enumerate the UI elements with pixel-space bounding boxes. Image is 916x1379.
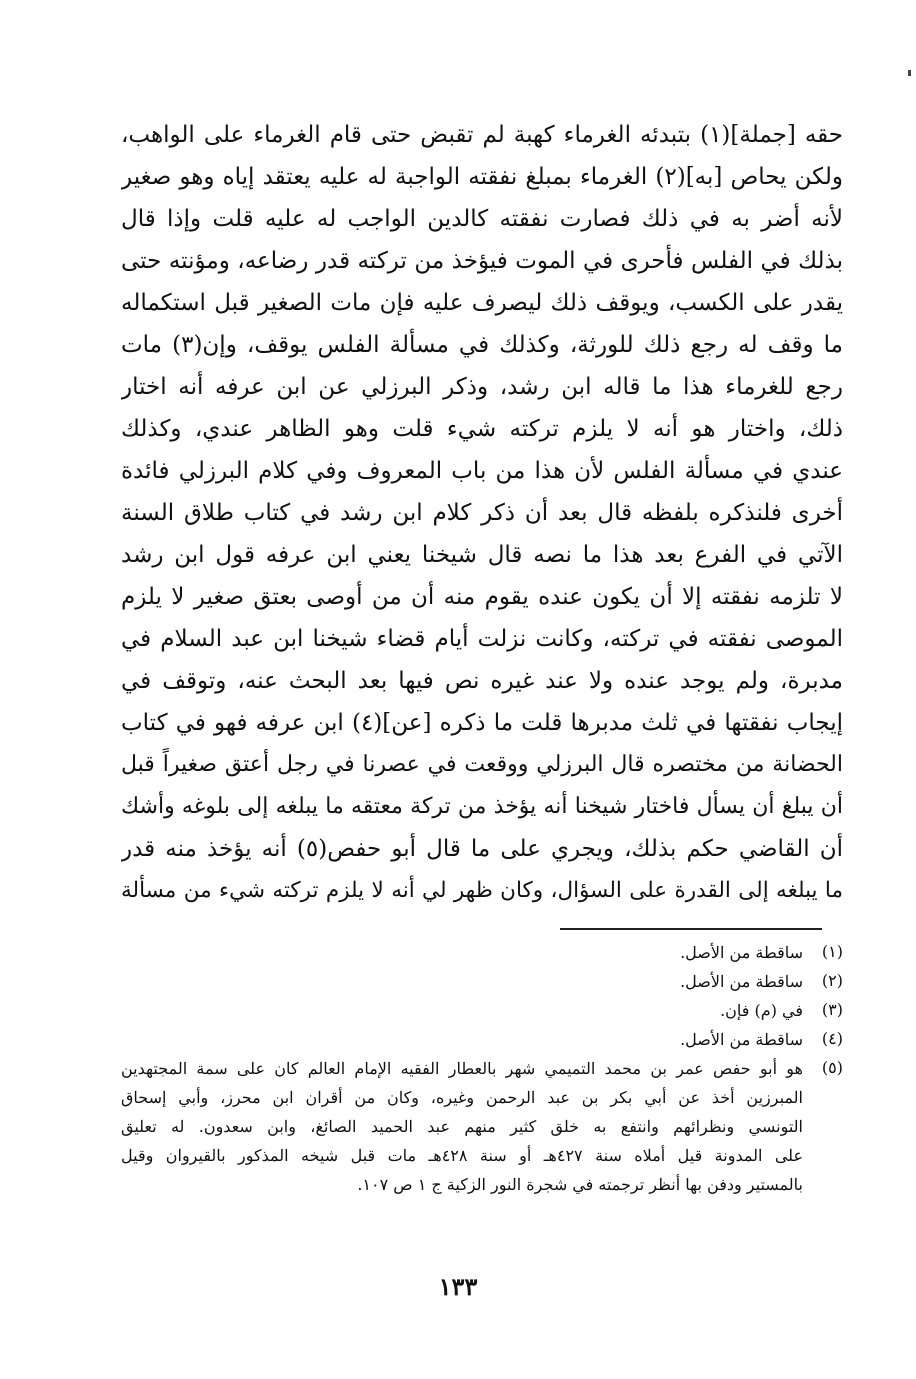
- footnote-separator: [560, 928, 822, 930]
- text-line-1: حقه [جملة](١) بتبدئه الغرماء كهبة لم تقبض حتى قام الغرماء على الواهب،: [121, 122, 843, 148]
- footnote-5: [121, 1054, 843, 1199]
- footnote-number: (١): [821, 942, 843, 961]
- text-line-15: إيجاب نفقتها في ثلث مدبرها قلت ما ذكره [عن](٤) ابن عرفه فهو في كتاب: [121, 710, 843, 736]
- footnote-number: (٢): [821, 971, 843, 990]
- footnote-2: [121, 967, 843, 996]
- main-text: [121, 114, 843, 912]
- footnote-text-line: هو أبو حفص عمر بن محمد التميمي شهر بالعطار الفقيه الإمام العالم كان على سمة المجتهدين: [121, 1059, 803, 1078]
- text-line-19: ما يبلغه إلى القدرة على السؤال، وكان ظهر لي أنه لا يلزم تركته شيء من مسألة: [121, 878, 843, 903]
- footnote-text: في (م) فإن.: [720, 1001, 803, 1020]
- text-line-11: الآتي في الفرع بعد هذا ما نصه قال شيخنا يعني ابن عرفه قول ابن رشد: [121, 542, 843, 568]
- footnote-number: (٤): [821, 1029, 843, 1048]
- footnote-text-line: على المدونة قيل أملاه سنة ٤٢٧هـ أو سنة ٤٢٨هـ مات قبل شيخه المذكور بالقيروان وقيل: [121, 1146, 803, 1165]
- text-line-10: أخرى فلنذكره بلفظه قال بعد أن ذكر كلام ابن رشد في كتاب طلاق السنة: [121, 500, 843, 526]
- text-line-5: يقدر على الكسب، ويوقف ذلك ليصرف عليه فإن مات الصغير قبل استكماله: [121, 290, 843, 316]
- footnote-text: ساقطة من الأصل.: [680, 972, 803, 991]
- text-line-6: ما وقف له رجع ذلك للورثة، وكذلك في مسألة الفلس يوقف، وإن(٣) مات: [121, 332, 843, 358]
- footnote-4: [121, 1025, 843, 1054]
- text-line-8: ذلك، واختار هو أنه لا يلزم تركته شيء قلت وهو الظاهر عندي، وكذلك: [121, 416, 843, 442]
- text-line-2: ولكن يحاص [به](٢) الغرماء بمبلغ نفقته الواجبة له عليه يعتقد إياه وهو صغير: [121, 164, 843, 190]
- footnote-3: [121, 996, 843, 1025]
- text-line-7: رجع للغرماء هذا ما قاله ابن رشد، وذكر البرزلي عن ابن عرفه أنه اختار: [121, 374, 843, 400]
- text-line-12: لا تلزمه نفقته إلا أن يكون عنده يقوم منه أن من أوصى بعتق صغير لا يلزم: [121, 584, 843, 610]
- text-line-9: عندي في مسألة الفلس لأن هذا من باب المعروف وفي كلام البرزلي فائدة: [121, 458, 843, 484]
- footnote-number: (٣): [821, 1000, 843, 1019]
- footnote-number: (٥): [821, 1058, 843, 1077]
- footnote-text-line: المبرزين أخذ عن أبي بكر بن عبد الرحمن وغيره، وكان من أقران ابن محرز، وأبي إسحاق: [121, 1088, 803, 1107]
- scan-edge-mark: [908, 70, 911, 76]
- text-line-16: الحضانة من مختصره قال البرزلي ووقعت في عصرنا في رجل أعتق صغيراً قبل: [121, 752, 843, 777]
- footnote-text: ساقطة من الأصل.: [680, 1030, 803, 1049]
- page-number: ١٣٣: [438, 1272, 478, 1301]
- text-line-14: مدبرة، ولم يوجد عنده ولا عند غيره نص فيها بعد البحث عنه، وتوقف في: [121, 668, 843, 694]
- text-line-3: لأنه أضر به في ذلك فصارت نفقته كالدين الواجب له عليه قلت وإذا قال: [121, 206, 843, 232]
- footnotes: [121, 938, 843, 1199]
- text-line-18: أن القاضي حكم بذلك، ويجري على ما قال أبو حفص(٥) أنه يؤخذ منه قدر: [121, 836, 843, 862]
- footnote-text-line: التونسي ونظرائهم وانتفع به خلق كثير منهم عبد الحميد الصائغ، وابن سعدون. له تعليق: [121, 1117, 803, 1136]
- footnote-text: ساقطة من الأصل.: [680, 943, 803, 962]
- text-line-13: الموصى نفقته في تركته، وكانت نزلت أيام قضاء شيخنا ابن عبد السلام في: [121, 626, 843, 652]
- text-line-4: بذلك في الفلس فأحرى في الموت فيؤخذ من تركته قدر رضاعه، ومؤنته حتى: [121, 248, 843, 274]
- text-line-17: أن يبلغ أن يسأل فاختار شيخنا أنه يؤخذ من تركة معتقه ما يبلغه إلى بلوغه وأشك: [121, 794, 843, 819]
- footnote-text-line: بالمستير ودفن بها أنظر ترجمته في شجرة النور الزكية ج ١ ص ١٠٧.: [357, 1175, 803, 1194]
- footnote-1: [121, 938, 843, 967]
